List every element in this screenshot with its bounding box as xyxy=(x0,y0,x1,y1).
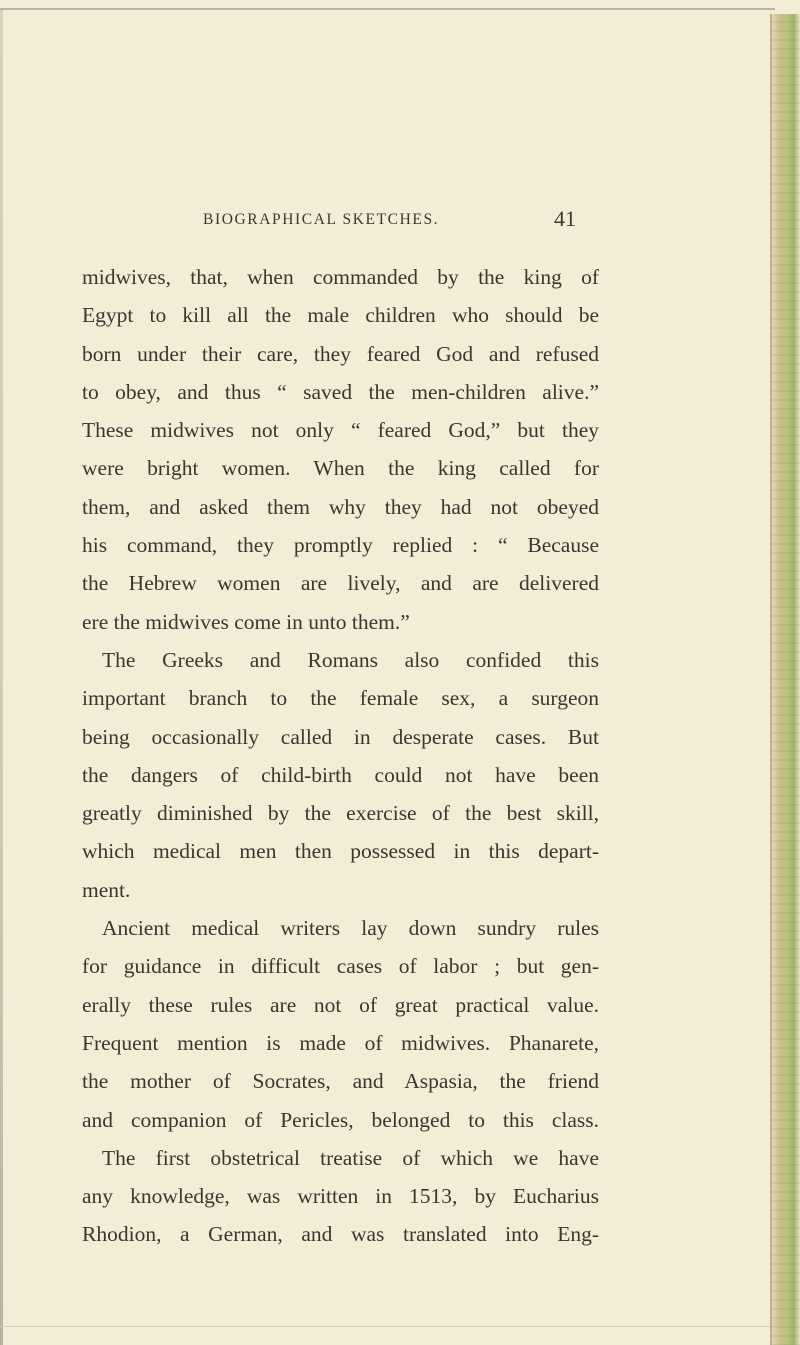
top-edge-rule xyxy=(0,8,775,10)
text-line: being occasionally called in desperate cases. But xyxy=(82,724,599,749)
text-line: Rhodion, a German, and was translated into Eng- xyxy=(82,1222,599,1247)
text-line: any knowledge, was written in 1513, by Eucharius xyxy=(82,1184,599,1209)
page-number: 41 xyxy=(554,206,576,231)
text-line: were bright women. When the king called for xyxy=(82,456,599,481)
text-line: to obey, and thus “ saved the men-children alive.” xyxy=(82,379,599,404)
text-line: These midwives not only “ feared God,” but they xyxy=(82,418,599,443)
text-line: Egypt to kill all the male children who should be xyxy=(82,303,599,328)
text-line: erally these rules are not of great practical value. xyxy=(82,992,599,1017)
right-edge-shadow xyxy=(770,14,772,1345)
text-line: which medical men then possessed in this depart- xyxy=(82,839,599,864)
text-line: midwives, that, when commanded by the king of xyxy=(82,265,599,289)
running-head: BIOGRAPHICAL SKETCHES. xyxy=(203,211,440,228)
text-line: and companion of Pericles, belonged to this class. xyxy=(82,1107,599,1132)
page-header xyxy=(203,206,576,236)
text-line: for guidance in difficult cases of labor ; but gen- xyxy=(82,954,599,979)
text-line: the dangers of child-birth could not have been xyxy=(82,762,599,787)
text-line: The Greeks and Romans also confided this xyxy=(102,647,599,672)
text-line: Ancient medical writers lay down sundry rules xyxy=(102,916,599,941)
text-line: them, and asked them why they had not obeyed xyxy=(82,494,599,519)
text-line: the Hebrew women are lively, and are delivered xyxy=(82,571,599,596)
text-line: The first obstetrical treatise of which we have xyxy=(102,1145,599,1170)
text-line: Frequent mention is made of midwives. Phanarete, xyxy=(82,1030,599,1055)
text-line: born under their care, they feared God and refused xyxy=(82,341,599,366)
body-text xyxy=(82,258,599,1254)
text-line: the mother of Socrates, and Aspasia, the friend xyxy=(82,1069,599,1094)
text-line: greatly diminished by the exercise of the best skill, xyxy=(82,801,599,826)
text-line: important branch to the female sex, a surgeon xyxy=(82,686,599,711)
text-line: ere the midwives come in unto them.” xyxy=(82,609,410,634)
bottom-edge-rule xyxy=(0,1326,770,1327)
text-line: ment. xyxy=(82,877,131,902)
left-page-edge xyxy=(0,10,3,1345)
right-book-edge xyxy=(770,14,800,1345)
text-line: his command, they promptly replied : “ Because xyxy=(82,533,599,558)
